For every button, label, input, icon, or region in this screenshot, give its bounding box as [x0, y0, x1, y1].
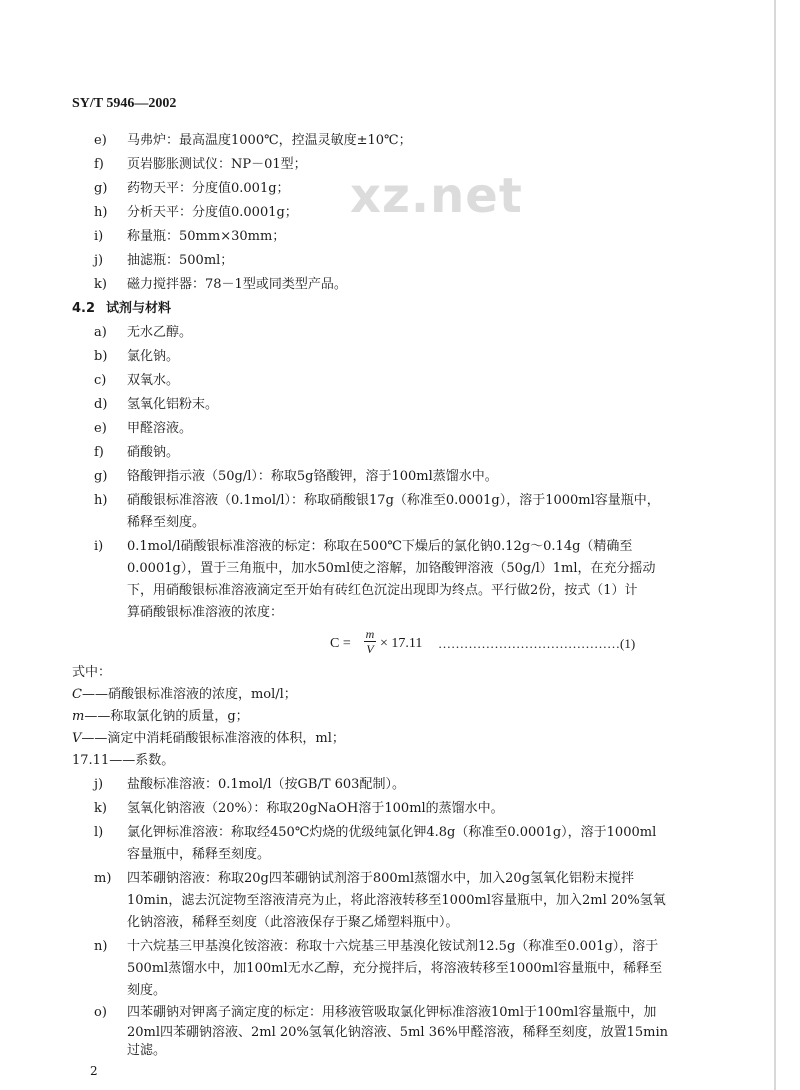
standard-code-header: SY/T 5946—2002 [72, 96, 177, 111]
list-item: k) 氢氧化钠溶液（20%）：称取20gNaOH溶于100ml的蒸馏水中。 [94, 801, 504, 816]
list-item-continuation: 稀释至刻度。 [127, 515, 206, 530]
formula-number: ……………………………………(1) [438, 636, 636, 651]
list-item: g) 铬酸钾指示液（50g/l）：称取5g铬酸钾，溶于100ml蒸馏水中。 [94, 469, 498, 484]
list-item-continuation: 10min，滤去沉淀物至溶液清亮为止，将此溶液转移至1000ml容量瓶中，加入2ml 20%氢氧 [127, 893, 666, 908]
list-item: c) 双氧水。 [94, 373, 180, 388]
list-item-continuation: 20ml四苯硼钠溶液、2ml 20%氢氧化钠溶液、5ml 36%甲醛溶液，稀释至刻度，放置15min [127, 1025, 668, 1040]
fraction: $\frac{m}{V}$ [365, 627, 375, 656]
list-item-continuation: 500ml蒸馏水中，加100ml无水乙醇，充分搅拌后，将溶液转移至1000ml容量瓶中，稀释至 [127, 961, 663, 976]
list-item: o) 四苯硼钠对钾离子滴定度的标定：用移液管吸取氯化钾标准溶液10ml于100ml容量瓶中，加 [94, 1005, 657, 1020]
page-number: 2 [90, 1064, 98, 1078]
list-item-continuation: 0.0001g），置于三角瓶中，加水50ml使之溶解，加铬酸钾溶液（50g/l）1ml，在充分摇动 [127, 561, 656, 576]
list-item: e) 甲醛溶液。 [94, 421, 193, 436]
definition-row: C——硝酸银标准溶液的浓度，mol/l； [72, 687, 297, 702]
list-item: m) 四苯硼钠溶液：称取20g四苯硼钠试剂溶于800ml蒸馏水中，加入20g氢氧化铝粉末搅拌 [94, 871, 635, 886]
list-item: n) 十六烷基三甲基溴化铵溶液：称取十六烷基三甲基溴化铵试剂12.5g（称准至0.001g），溶于 [94, 939, 659, 954]
list-item-continuation: 容量瓶中，稀释至刻度。 [127, 847, 271, 862]
list-item: l) 氯化钾标准溶液：称取经450℃灼烧的优级纯氯化钾4.8g（称准至0.0001g），溶于1000ml [94, 825, 657, 840]
list-item-continuation: 过滤。 [127, 1043, 167, 1058]
list-item: b) 氯化钠。 [94, 349, 180, 364]
list-item: d) 氢氧化铝粉末。 [94, 397, 219, 412]
watermark: xz.net [350, 168, 523, 224]
definition-row: m——称取氯化钠的质量，g； [72, 709, 249, 724]
list-item: i) 称量瓶：50mm×30mm； [94, 229, 286, 244]
list-item-continuation: 化钠溶液，稀释至刻度（此溶液保存于聚乙烯塑料瓶中）。 [127, 915, 459, 930]
list-item: j) 抽滤瓶：500ml； [94, 253, 234, 268]
list-item: e) 马弗炉：最高温度1000℃，控温灵敏度±10℃； [94, 133, 412, 148]
list-item: j) 盐酸标准溶液：0.1mol/l（按GB/T 603配制）。 [94, 777, 405, 792]
where-intro: 式中： [72, 665, 112, 680]
list-item: h) 分析天平：分度值0.0001g； [94, 205, 298, 220]
list-item: k) 磁力搅拌器：78－1型或同类型产品。 [94, 277, 347, 292]
list-item: g) 药物天平：分度值0.001g； [94, 181, 290, 196]
list-item-continuation: 下，用硝酸银标准溶液滴定至开始有砖红色沉淀出现即为终点。平行做2份，按式（1）计 [127, 583, 638, 598]
list-item: a) 无水乙醇。 [94, 325, 193, 340]
list-item: f) 硝酸钠。 [94, 445, 180, 460]
scan-edge-line [774, 0, 776, 1090]
list-item: f) 页岩膨胀测试仪：NP－01型； [94, 157, 307, 172]
list-item-continuation: 算硝酸银标准溶液的浓度： [127, 605, 284, 620]
definition-row: V——滴定中消耗硝酸银标准溶液的体积，ml； [72, 731, 345, 746]
list-item-continuation: 刻度。 [127, 983, 167, 998]
list-item: h) 硝酸银标准溶液（0.1mol/l）：称取硝酸银17g（称准至0.0001g），溶于1000ml容量瓶中， [94, 493, 660, 508]
section-heading-4-2: 4.2 试剂与材料 [72, 301, 172, 316]
definition-row: 17.11——系数。 [72, 753, 175, 768]
list-item: i) 0.1mol/l硝酸银标准溶液的标定：称取在500℃下燥后的氯化钠0.12g～0.14g（精确至 [94, 539, 633, 554]
